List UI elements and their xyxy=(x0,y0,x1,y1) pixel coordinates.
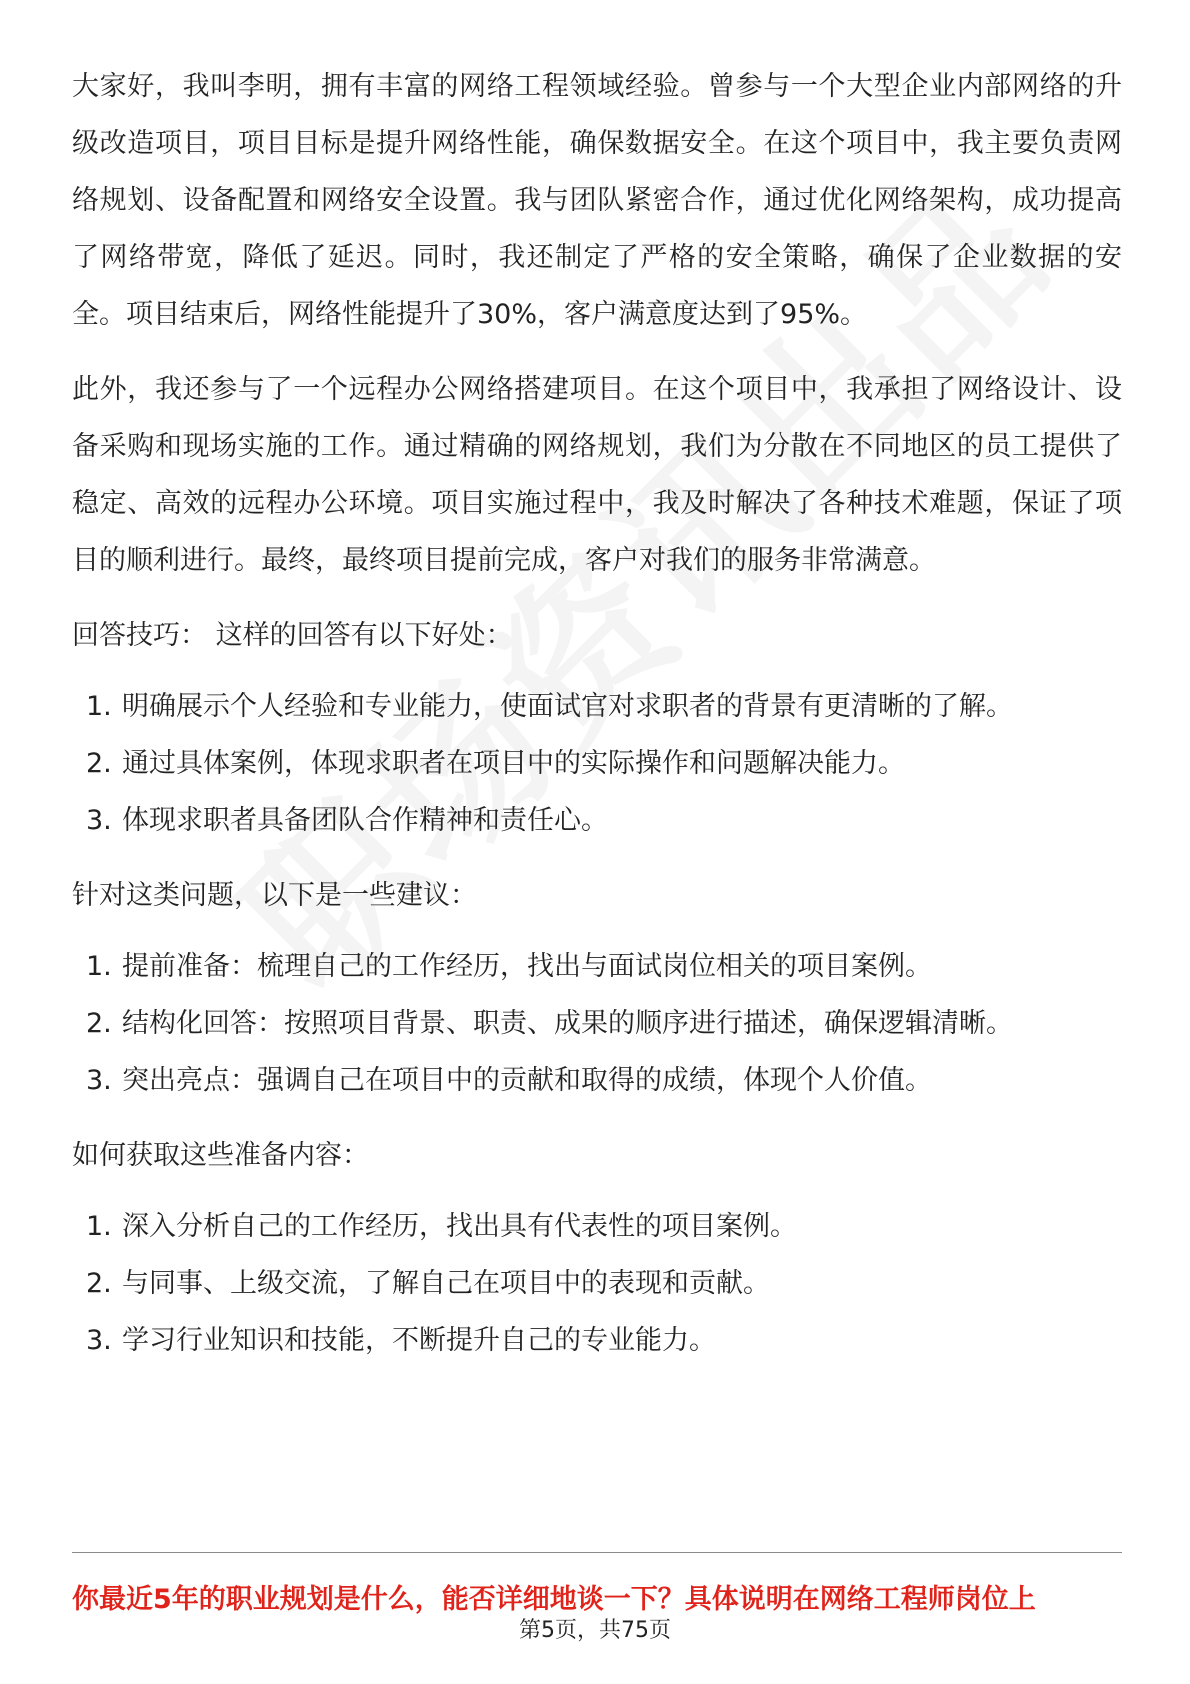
list-item xyxy=(72,735,1122,792)
list-number: 2. xyxy=(86,1008,112,1039)
advice-heading: 针对这类问题，以下是一些建议： xyxy=(72,880,477,911)
list-item xyxy=(72,792,1122,849)
tips-heading: 回答技巧： 这样的回答有以下好处： xyxy=(72,620,513,651)
page-number: 第5页，共75页 xyxy=(519,1618,671,1643)
list-item xyxy=(72,995,1122,1052)
page-content xyxy=(72,58,1122,1369)
list-item xyxy=(72,1312,1122,1369)
next-question-heading: 你最近5年的职业规划是什么，能否详细地谈一下？具体说明在网络工程师岗位上 xyxy=(72,1584,1036,1615)
list-item xyxy=(72,1198,1122,1255)
list-item-text: 与同事、上级交流，了解自己在项目中的表现和贡献。 xyxy=(122,1268,770,1299)
advice-section xyxy=(72,867,1122,1109)
tips-section xyxy=(72,607,1122,849)
advice-list xyxy=(72,938,1122,1109)
list-item-text: 体现求职者具备团队合作精神和责任心。 xyxy=(122,805,608,836)
divider xyxy=(72,1552,1122,1553)
list-item xyxy=(72,938,1122,995)
list-item-text: 深入分析自己的工作经历，找出具有代表性的项目案例。 xyxy=(122,1211,797,1242)
list-item xyxy=(72,678,1122,735)
list-number: 3. xyxy=(86,1065,112,1096)
list-item-text: 结构化回答：按照项目背景、职责、成果的顺序进行描述，确保逻辑清晰。 xyxy=(122,1008,1013,1039)
list-item-text: 突出亮点：强调自己在项目中的贡献和取得的成绩，体现个人价值。 xyxy=(122,1065,932,1096)
list-item-text: 通过具体案例，体现求职者在项目中的实际操作和问题解决能力。 xyxy=(122,748,905,779)
list-item xyxy=(72,1052,1122,1109)
list-number: 1. xyxy=(86,691,112,722)
intro-paragraph-1: 大家好，我叫李明，拥有丰富的网络工程领域经验。曾参与一个大型企业内部网络的升级改造项目，项目目标是提升网络性能，确保数据安全。在这个项目中，我主要负责网络规划、设备配置和网络安全设置。我与团队紧密合作，通过优化网络架构，成功提高了网络带宽，降低了延迟。同时，我还制定了严格的安全策略，确保了企业数据的安全。项目结束后，网络性能提升了30%，客户满意度达到了95%。 xyxy=(72,71,1122,330)
list-item xyxy=(72,1255,1122,1312)
prepare-section xyxy=(72,1127,1122,1369)
list-item-text: 学习行业知识和技能，不断提升自己的专业能力。 xyxy=(122,1325,716,1356)
list-number: 1. xyxy=(86,1211,112,1242)
prepare-list xyxy=(72,1198,1122,1369)
intro-paragraph-2: 此外，我还参与了一个远程办公网络搭建项目。在这个项目中，我承担了网络设计、设备采购和现场实施的工作。通过精确的网络规划，我们为分散在不同地区的员工提供了稳定、高效的远程办公环境。项目实施过程中，我及时解决了各种技术难题，保证了项目的顺利进行。最终，最终项目提前完成，客户对我们的服务非常满意。 xyxy=(72,374,1122,576)
list-item-text: 明确展示个人经验和专业能力，使面试官对求职者的背景有更清晰的了解。 xyxy=(122,691,1013,722)
list-number: 2. xyxy=(86,748,112,779)
tips-list xyxy=(72,678,1122,849)
list-item-text: 提前准备：梳理自己的工作经历，找出与面试岗位相关的项目案例。 xyxy=(122,951,932,982)
list-number: 1. xyxy=(86,951,112,982)
list-number: 3. xyxy=(86,1325,112,1356)
list-number: 2. xyxy=(86,1268,112,1299)
prepare-heading: 如何获取这些准备内容： xyxy=(72,1140,369,1171)
list-number: 3. xyxy=(86,805,112,836)
